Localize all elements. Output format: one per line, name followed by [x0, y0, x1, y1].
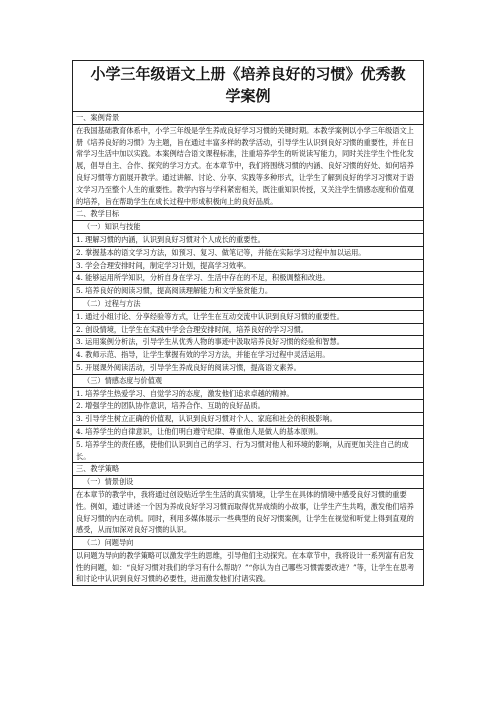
- list-item: 4. 能够运用所学知识，分析自身在学习、生活中存在的不足，积极调整和改进。: [73, 272, 423, 285]
- list-item: 5. 培养学生的责任感，使他们认识到自己的学习、行为习惯对他人和环境的影响，从而更加关注自己的成长。: [73, 439, 423, 464]
- section-heading: 二、教学目标: [73, 208, 423, 221]
- section-heading: 一、案例背景: [73, 112, 423, 125]
- section-heading: 三、教学策略: [73, 463, 423, 476]
- list-item: 1. 通过小组讨论、分享经验等方式，让学生在互动交流中认识到良好习惯的重要性。: [73, 311, 423, 324]
- list-item: 4. 培养学生的自律意识，让他们明白遵守纪律、尊重他人是做人的基本原则。: [73, 426, 423, 439]
- subsection-heading: （三）情感态度与价值观: [73, 375, 423, 388]
- list-item: 1. 培养学生热爱学习、自觉学习的态度，激发他们追求卓越的精神。: [73, 388, 423, 401]
- list-item: 5. 培养良好的阅读习惯，提高阅读理解能力和文学鉴赏能力。: [73, 285, 423, 298]
- document-table: [72, 60, 424, 586]
- list-item: 5. 开展课外阅读活动，引导学生养成良好的阅读习惯，提高语文素养。: [73, 362, 423, 375]
- subsection-heading: （一）情景创设: [73, 476, 423, 489]
- list-item: 3. 引导学生树立正确的价值观，认识到良好习惯对个人、家庭和社会的积极影响。: [73, 413, 423, 426]
- subsection-heading: （一）知识与技能: [73, 221, 423, 234]
- subsection-heading: （二）过程与方法: [73, 298, 423, 311]
- list-item: 2. 创设情境，让学生在实践中学会合理安排时间，培养良好的学习习惯。: [73, 324, 423, 337]
- strategy-paragraph: 以问题为导向的教学策略可以激发学生的思维，引导他们主动探究。在本章节中，我将设计一系列富有启发性的问题，如：“良好习惯对我们的学习有什么帮助？”“你认为自己哪些习惯需要改进？”等，让学生在思考和讨论中认识到良好习惯的必要性，进而激发他们付诸实践。: [76, 550, 415, 584]
- background-paragraph: 在我国基础教育体系中，小学三年级是学生养成良好学习习惯的关键时期。本教学案例以小学三年级语文上册《培养良好的习惯》为主题，旨在通过丰富多样的教学活动，引导学生认识到良好习惯的重要性，并在日常学习生活中加以实践。本案例结合语文课程标准，注重培养学生的听说读写能力，同时关注学生个性化发展，倡导自主、合作、探究的学习方式。在本章节中，我们将围绕习惯的内涵、良好习惯的好处、如何培养良好习惯等方面展开教学。通过讲解、讨论、分享、实践等多种形式，让学生了解到良好的学习习惯对于语文学习乃至整个人生的重要性。教学内容与学科紧密相关，既注重知识传授，又关注学生情感态度和价值观的培养，旨在帮助学生在成长过程中形成积极向上的良好品质。: [73, 125, 423, 209]
- list-item: 4. 教师示范、指导，让学生掌握有效的学习方法，并能在学习过程中灵活运用。: [73, 349, 423, 362]
- list-item: 2. 增强学生的团队协作意识，培养合作、互助的良好品质。: [73, 400, 423, 413]
- list-item: 2. 掌握基本的语文学习方法，如预习、复习、做笔记等，并能在实际学习过程中加以运用。: [73, 247, 423, 260]
- list-item: 1. 理解习惯的内涵，认识到良好习惯对个人成长的重要性。: [73, 234, 423, 247]
- document-title: 小学三年级语文上册《培养良好的习惯》优秀教学案例: [73, 61, 423, 112]
- list-item: 3. 运用案例分析法，引导学生从优秀人物的事迹中汲取培养良好习惯的经验和智慧。: [73, 336, 423, 349]
- strategy-paragraph: 在本章节的教学中，我将通过创设贴近学生生活的真实情境，让学生在具体的情境中感受良好习惯的重要性。例如，通过讲述一个因为养成良好学习习惯而取得优异成绩的小故事，让学生产生共鸣，激发他们培养良好习惯的内在动机。同时，利用多媒体展示一些典型的良好习惯案例，让学生在视觉和听觉上得到直观的感受，从而加深对良好习惯的认识。: [73, 489, 423, 537]
- subsection-heading: （二）问题导向: [73, 537, 423, 550]
- list-item: 3. 学会合理安排时间，制定学习计划，提高学习效率。: [73, 260, 423, 273]
